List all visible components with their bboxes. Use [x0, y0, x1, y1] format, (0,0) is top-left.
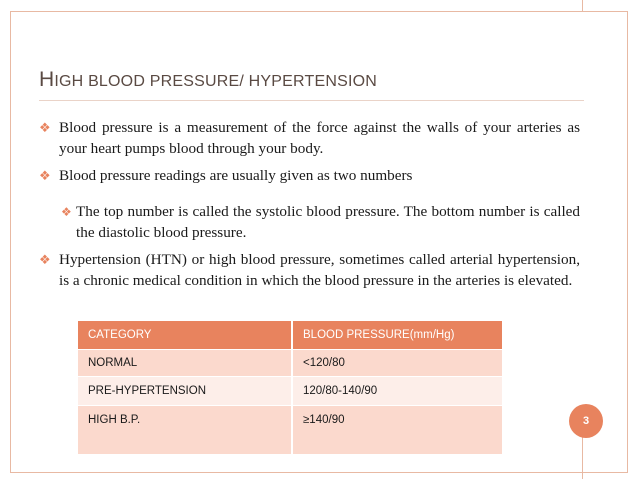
bullet-icon: ❖ [39, 253, 51, 269]
bullet-list [39, 117, 580, 291]
bullet-item [39, 165, 580, 186]
page-number-badge: 3 [569, 404, 603, 438]
bullet-text: Blood pressure readings are usually given as two numbers [59, 167, 413, 184]
decorative-line-top [582, 0, 583, 11]
table-row [78, 377, 503, 406]
table-cell-pressure: 120/80-140/90 [292, 377, 503, 406]
bullet-item [39, 117, 580, 159]
bullet-text: Hypertension (HTN) or high blood pressure, sometimes called arterial hypertension, is a chronic medical condition in which the blood pressure in the arteries is elevated. [59, 251, 580, 290]
decorative-line-bottom [582, 437, 583, 479]
title-text: IGH BLOOD PRESSURE/ HYPERTENSION [54, 73, 377, 90]
table-header-row [78, 321, 503, 350]
sub-bullet-icon: ❖ [61, 205, 72, 220]
table-cell-pressure: ≥140/90 [292, 406, 503, 455]
sub-bullet-text: The top number is called the systolic blood pressure. The bottom number is called the diastolic blood pressure. [76, 203, 580, 242]
bullet-icon: ❖ [39, 121, 51, 136]
table-cell-pressure: <120/80 [292, 350, 503, 377]
table-row [78, 350, 503, 377]
table-header-category: CATEGORY [78, 321, 292, 350]
table-cell-category: PRE-HYPERTENSION [78, 377, 292, 406]
bullet-icon: ❖ [39, 169, 51, 184]
bullet-item [39, 249, 580, 291]
sub-bullet-item [39, 201, 580, 243]
title-initial: H [39, 68, 55, 91]
table-cell-category: HIGH B.P. [78, 406, 292, 455]
slide-title [39, 68, 599, 92]
bullet-text: Blood pressure is a measurement of the force against the walls of your arteries as your heart pumps blood through your body. [59, 119, 580, 157]
blood-pressure-table [78, 321, 504, 455]
table-cell-category: NORMAL [78, 350, 292, 377]
table-header-pressure: BLOOD PRESSURE(mm/Hg) [292, 321, 503, 350]
title-divider [39, 100, 584, 101]
table-row [78, 406, 503, 455]
